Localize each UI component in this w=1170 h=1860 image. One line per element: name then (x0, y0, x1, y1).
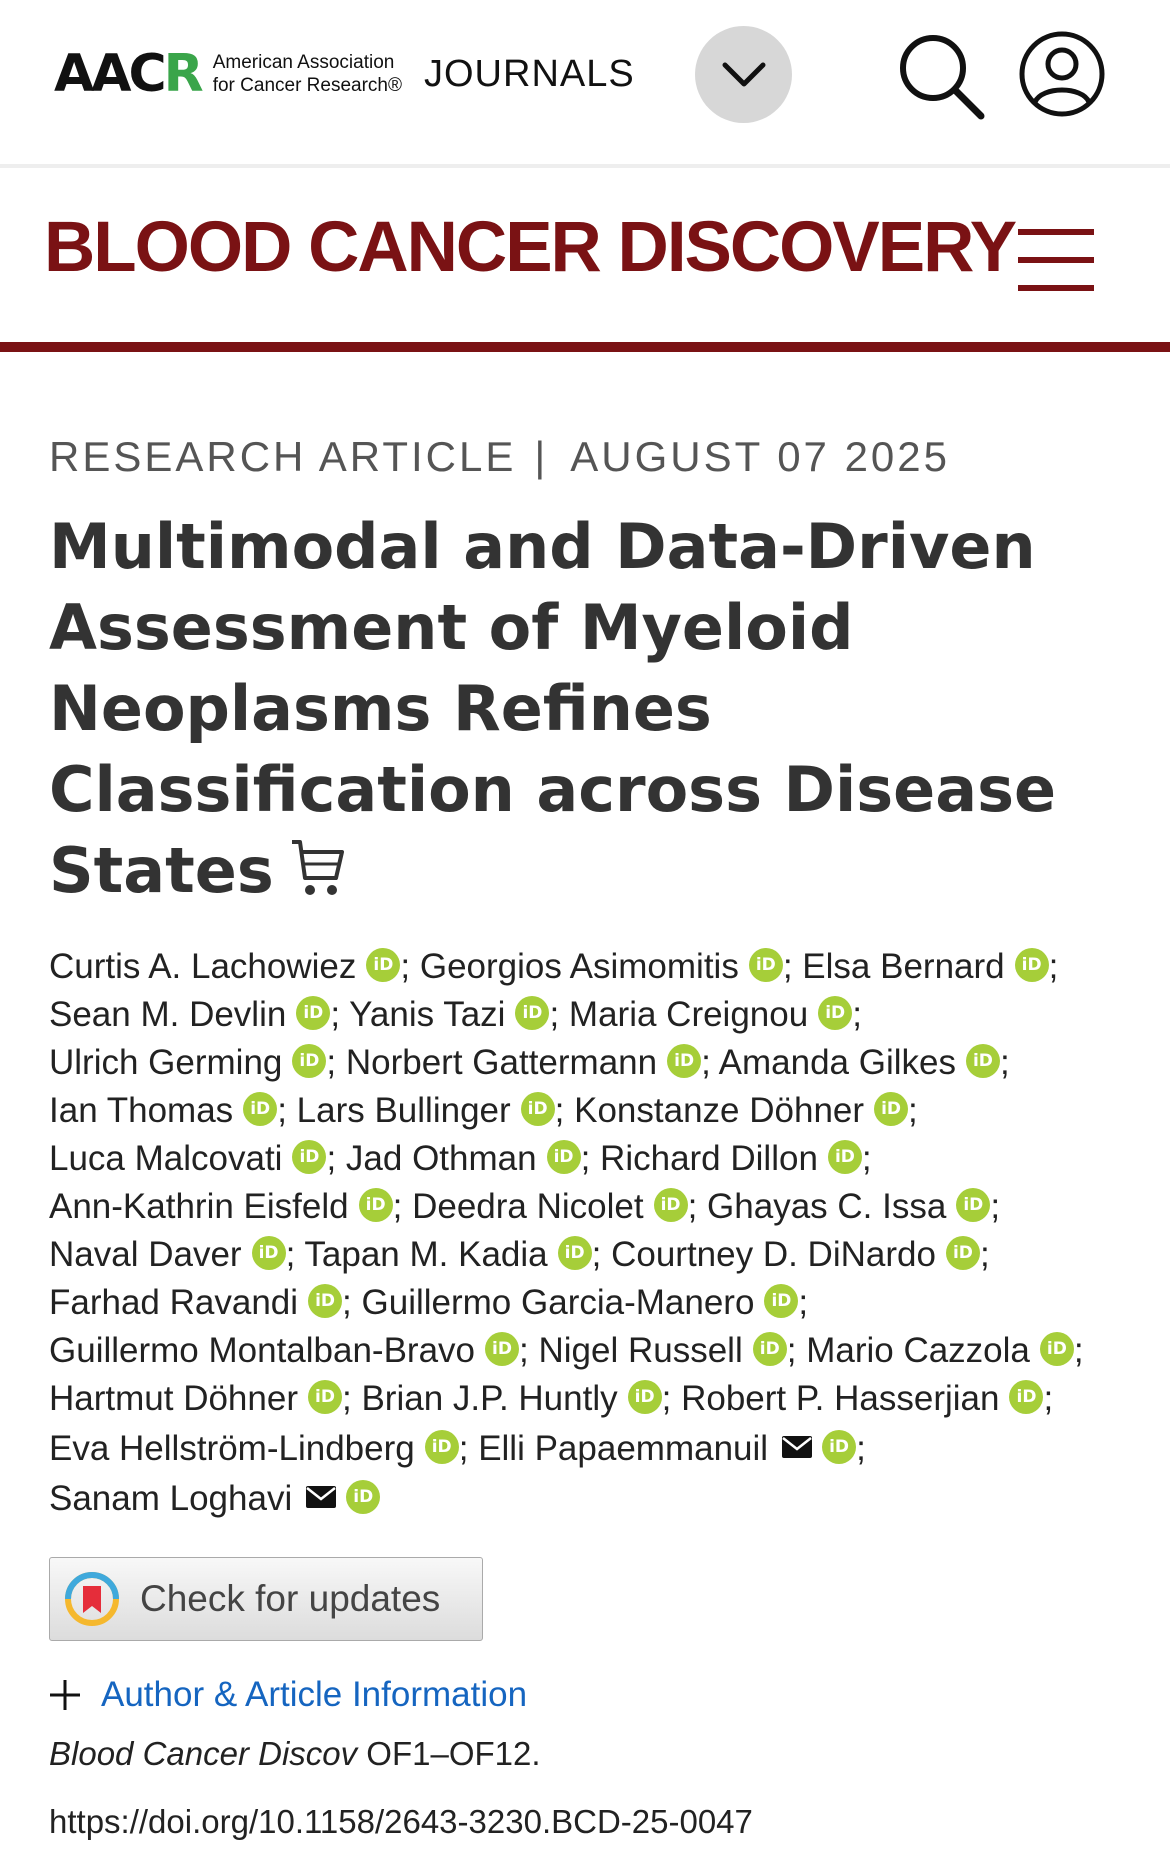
user-account-icon (1018, 30, 1106, 118)
search-icon (895, 30, 987, 122)
author-item (297, 1091, 565, 1130)
orcid-icon[interactable]: iD (1015, 948, 1049, 982)
author-name[interactable]: Eva Hellström-Lindberg (49, 1429, 415, 1468)
author-item (304, 1235, 601, 1274)
org-name-line2: for Cancer Research® (212, 75, 402, 96)
orcid-icon[interactable]: iD (956, 1188, 990, 1222)
author-separator: ; (661, 1379, 672, 1418)
orcid-icon[interactable]: iD (749, 948, 783, 982)
author-article-info-link[interactable] (49, 1675, 1119, 1715)
author-name[interactable]: Farhad Ravandi (49, 1283, 299, 1322)
author-name[interactable]: Norbert Gattermann (345, 1043, 658, 1082)
author-name[interactable]: Courtney D. DiNardo (611, 1235, 936, 1274)
author-name[interactable]: Deedra Nicolet (412, 1187, 644, 1226)
orcid-icon[interactable]: iD (558, 1236, 592, 1270)
orcid-icon[interactable]: iD (818, 996, 852, 1030)
doi-link[interactable]: https://doi.org/10.1158/2643-3230.BCD-25-0047 (49, 1803, 753, 1840)
orcid-icon[interactable]: iD (946, 1236, 980, 1270)
orcid-icon[interactable]: iD (822, 1430, 856, 1464)
author-name[interactable]: Sanam Loghavi (49, 1479, 293, 1518)
author-separator: ; (580, 1139, 591, 1178)
article-meta (49, 433, 1119, 480)
author-name[interactable]: Ghayas C. Issa (707, 1187, 947, 1226)
author-name[interactable]: Hartmut Döhner (49, 1379, 298, 1418)
author-name[interactable]: Lars Bullinger (296, 1091, 511, 1130)
author-item (707, 1187, 1000, 1226)
orcid-icon[interactable]: iD (243, 1092, 277, 1126)
orcid-icon[interactable]: iD (828, 1140, 862, 1174)
author-separator: ; (326, 1139, 337, 1178)
author-name[interactable]: Ulrich Germing (49, 1043, 283, 1082)
shopping-cart-icon (290, 838, 344, 898)
author-article-info-label: Author & Article Information (101, 1675, 528, 1714)
author-item (349, 995, 559, 1034)
author-item (49, 1283, 352, 1322)
chevron-down-icon (722, 62, 766, 88)
author-name[interactable]: Richard Dillon (600, 1139, 818, 1178)
author-item (49, 995, 340, 1034)
author-separator: ; (326, 1043, 337, 1082)
author-separator: ; (1048, 947, 1059, 986)
author-name[interactable]: Ian Thomas (49, 1091, 234, 1130)
author-separator: ; (519, 1331, 529, 1370)
orcid-icon[interactable]: iD (966, 1044, 1000, 1078)
author-item (420, 947, 793, 986)
author-name[interactable]: Naval Daver (49, 1235, 242, 1274)
author-item (49, 947, 410, 986)
author-item (681, 1379, 1053, 1418)
orcid-icon[interactable]: iD (547, 1140, 581, 1174)
author-list (49, 943, 1129, 1523)
article-header (49, 433, 1119, 1841)
author-name[interactable]: Guillermo Garcia-Manero (361, 1283, 755, 1322)
envelope-icon[interactable] (782, 1423, 812, 1471)
orcid-icon[interactable]: iD (359, 1188, 393, 1222)
author-item (569, 995, 862, 1034)
author-separator: ; (330, 995, 341, 1034)
author-separator: ; (852, 995, 862, 1034)
author-separator: ; (701, 1043, 711, 1082)
author-item (49, 1187, 402, 1226)
author-name[interactable]: Robert P. Hasserjian (681, 1379, 1000, 1418)
author-separator: ; (285, 1235, 296, 1274)
author-separator: ; (856, 1429, 866, 1468)
author-name[interactable]: Amanda Gilkes (718, 1043, 956, 1082)
orcid-icon[interactable]: iD (308, 1284, 342, 1318)
author-item (49, 1139, 336, 1178)
author-name[interactable]: Curtis A. Lachowiez (49, 947, 357, 986)
org-name-line1: American Association (212, 52, 395, 73)
author-separator: ; (999, 1043, 1010, 1082)
orcid-icon[interactable]: iD (292, 1044, 326, 1078)
menu-button[interactable] (1016, 228, 1096, 292)
aacr-journals-brand[interactable] (54, 44, 635, 104)
site-header (0, 0, 1170, 168)
orcid-icon[interactable]: iD (292, 1140, 326, 1174)
author-item (346, 1139, 590, 1178)
author-separator: ; (458, 1429, 469, 1468)
author-name[interactable]: Yanis Tazi (349, 995, 506, 1034)
author-separator: ; (549, 995, 560, 1034)
author-separator: ; (400, 947, 411, 986)
author-separator: ; (342, 1283, 352, 1322)
author-separator: ; (554, 1091, 565, 1130)
author-item (49, 1379, 352, 1418)
author-item (412, 1187, 697, 1226)
article-type: RESEARCH ARTICLE (49, 433, 517, 480)
author-name[interactable]: Ann-Kathrin Eisfeld (49, 1187, 349, 1226)
hamburger-menu-icon (1016, 228, 1096, 292)
meta-separator: | (534, 433, 549, 480)
orcid-icon[interactable]: iD (366, 948, 400, 982)
article-title (49, 506, 1119, 917)
crossmark-bookmark-icon (64, 1571, 120, 1627)
citation (49, 1735, 1119, 1773)
orcid-icon[interactable]: iD (1040, 1332, 1074, 1366)
author-name[interactable]: Guillermo Montalban-Bravo (49, 1331, 476, 1370)
author-separator: ; (979, 1235, 990, 1274)
author-item (806, 1331, 1083, 1370)
orcid-icon[interactable]: iD (485, 1332, 519, 1366)
orcid-icon[interactable]: iD (521, 1092, 555, 1126)
author-name[interactable]: Luca Malcovati (49, 1139, 283, 1178)
author-item (49, 1043, 336, 1082)
author-item (719, 1043, 1010, 1082)
article-title-text: Multimodal and Data-Driven Assessment of Myeloid Neoplasms Refines Classification across Disease States (49, 510, 1057, 907)
author-item (361, 1379, 671, 1418)
envelope-icon[interactable] (306, 1473, 336, 1521)
author-separator: ; (392, 1187, 403, 1226)
orcid-icon[interactable]: iD (425, 1430, 459, 1464)
orcid-icon[interactable]: iD (764, 1284, 798, 1318)
author-separator: ; (782, 947, 793, 986)
check-for-updates-label: Check for updates (140, 1578, 441, 1619)
orcid-icon[interactable]: iD (252, 1236, 286, 1270)
author-separator: ; (908, 1091, 918, 1130)
author-item (49, 1429, 468, 1468)
author-separator: ; (786, 1331, 797, 1370)
author-separator: ; (591, 1235, 602, 1274)
author-separator: ; (798, 1283, 809, 1322)
author-name[interactable]: Brian J.P. Huntly (361, 1379, 618, 1418)
journal-banner (0, 168, 1170, 352)
author-item (49, 1331, 529, 1370)
author-item (478, 1429, 866, 1468)
citation-journal: Blood Cancer Discov (49, 1735, 358, 1772)
search-button[interactable] (895, 30, 987, 122)
author-item (49, 1091, 287, 1130)
shopping-cart-button[interactable] (290, 836, 344, 917)
author-name[interactable]: Tapan M. Kadia (304, 1235, 548, 1274)
author-name[interactable]: Jad Othman (345, 1139, 537, 1178)
author-name[interactable]: Elli Papaemmanuil (478, 1429, 769, 1468)
author-name[interactable]: Elsa Bernard (802, 947, 1005, 986)
journals-label: JOURNALS (424, 52, 635, 95)
author-name[interactable]: Maria Creignou (568, 995, 809, 1034)
author-item (538, 1331, 796, 1370)
journals-dropdown-button[interactable] (695, 26, 792, 123)
plus-icon (49, 1679, 81, 1711)
author-separator: ; (990, 1187, 1001, 1226)
user-account-button[interactable] (1018, 30, 1106, 118)
orcid-icon[interactable]: iD (1009, 1380, 1043, 1414)
author-item (611, 1235, 990, 1274)
author-item (49, 1235, 295, 1274)
author-item (362, 1283, 809, 1322)
orcid-icon[interactable]: iD (654, 1188, 688, 1222)
author-separator: ; (687, 1187, 698, 1226)
author-separator: ; (861, 1139, 872, 1178)
orcid-icon[interactable]: iD (628, 1380, 662, 1414)
author-separator: ; (277, 1091, 287, 1130)
article-date: AUGUST 07 2025 (570, 433, 951, 480)
orcid-icon[interactable]: iD (308, 1380, 342, 1414)
author-name[interactable]: Sean M. Devlin (49, 995, 287, 1034)
author-name[interactable]: Georgios Asimomitis (419, 947, 739, 986)
citation-pages: OF1–OF12. (357, 1735, 541, 1772)
author-separator: ; (341, 1379, 352, 1418)
orcid-icon[interactable]: iD (874, 1092, 908, 1126)
orcid-icon[interactable]: iD (515, 996, 549, 1030)
author-item (600, 1139, 872, 1178)
journal-title[interactable]: BLOOD CANCER DISCOVERY (44, 208, 1016, 287)
orcid-icon[interactable]: iD (296, 996, 330, 1030)
author-name[interactable]: Konstanze Döhner (574, 1091, 865, 1130)
author-item (346, 1043, 711, 1082)
check-for-updates-button[interactable] (49, 1557, 483, 1641)
org-name (213, 51, 402, 97)
orcid-icon[interactable]: iD (667, 1044, 701, 1078)
aacr-logo: AACR (54, 44, 201, 104)
author-separator: ; (1043, 1379, 1054, 1418)
author-separator: ; (1073, 1331, 1084, 1370)
orcid-icon[interactable]: iD (346, 1480, 380, 1514)
orcid-icon[interactable]: iD (753, 1332, 787, 1366)
author-name[interactable]: Nigel Russell (538, 1331, 743, 1370)
author-item (802, 947, 1058, 986)
author-item (49, 1479, 380, 1518)
author-name[interactable]: Mario Cazzola (806, 1331, 1030, 1370)
author-item (574, 1091, 918, 1130)
